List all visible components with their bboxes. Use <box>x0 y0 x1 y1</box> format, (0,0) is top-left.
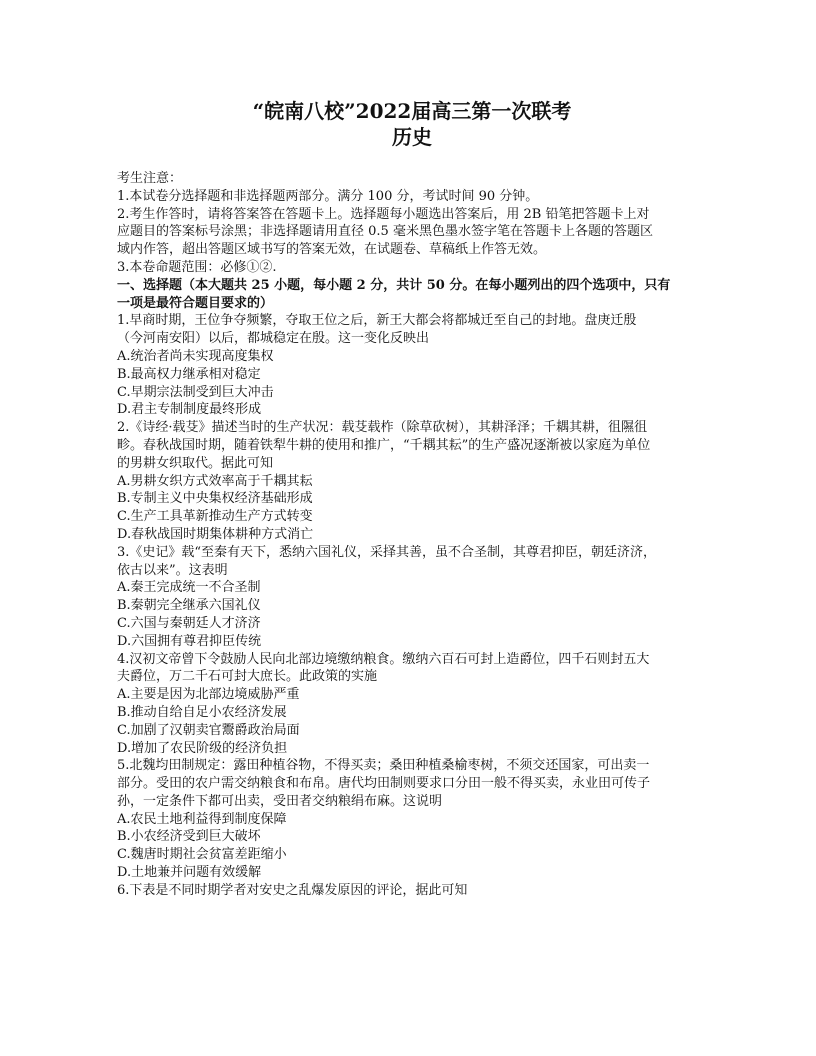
option-a: A.秦王完成统一不合圣制 <box>117 580 261 596</box>
option-c: C.生产工具革新推动生产方式转变 <box>117 509 313 525</box>
option-a: A.男耕女织方式效率高于千耦其耘 <box>117 473 313 489</box>
option-a: A.农民土地利益得到制度保障 <box>117 811 287 827</box>
question-3 <box>117 544 707 651</box>
section-heading <box>117 277 707 313</box>
option-b: B.秦朝完全继承六国礼仪 <box>117 598 261 614</box>
question-stem: 2.《诗经·载芟》描述当时的生产状况：载芟载柞（除草砍树），其耕泽泽；千耦其耕，徂隰徂 <box>117 420 648 436</box>
option-b: B.最高权力继承相对稳定 <box>117 366 261 382</box>
notice-line: 应题目的答案标号涂黑；非选择题请用直径 0.5 毫米黑色墨水签字笔在答题卡上各题的答题区 <box>117 224 653 240</box>
question-stem: 部分。受田的农户需交纳粮食和布帛。唐代均田制则要求口分田一般不得买卖，永业田可传子 <box>117 776 651 792</box>
question-stem: 1.早商时期，王位争夺频繁，夺取王位之后，新王大都会将都城迁至自己的封地。盘庚迁殷 <box>117 313 637 329</box>
exam-page <box>117 98 707 900</box>
notice-heading: 考生注意： <box>117 171 183 186</box>
question-stem: 6.下表是不同时期学者对安史之乱爆发原因的评论，据此可知 <box>117 882 468 898</box>
question-2 <box>117 419 707 544</box>
option-b: B.小农经济受到巨大破坏 <box>117 829 261 845</box>
question-stem: 4.汉初文帝曾下令鼓励人民向北部边境缴纳粮食。缴纳六百石可封上造爵位，四千石则封五大 <box>117 651 650 667</box>
question-stem: 5.北魏均田制规定：露田种植谷物，不得买卖；桑田种植桑榆枣树，不须交还国家，可出卖一 <box>117 758 650 774</box>
section-heading-line: 一、选择题（本大题共 25 小题，每小题 2 分，共计 50 分。在每小题列出的四个选项中，只有 <box>117 277 671 293</box>
question-stem: （今河南安阳）以后，都城稳定在殷。这一变化反映出 <box>117 331 430 347</box>
notice-line: 3.本卷命题范围：必修①②. <box>117 259 277 275</box>
option-b: B.专制主义中央集权经济基础形成 <box>117 491 313 507</box>
option-c: C.早期宗法制受到巨大冲击 <box>117 384 274 400</box>
option-b: B.推动自给自足小农经济发展 <box>117 704 287 720</box>
option-d: D.春秋战国时期集体耕种方式消亡 <box>117 526 314 542</box>
notice-line: 2.考生作答时，请将答案答在答题卡上。选择题每小题选出答案后，用 2B 铅笔把答题卡上对 <box>117 206 650 222</box>
option-d: D.土地兼并问题有效缓解 <box>117 865 262 881</box>
question-stem: 夫爵位，万二千石可封大庶长。此政策的实施 <box>117 669 378 685</box>
question-stem: 畛。春秋战国时期，随着铁犁牛耕的使用和推广，“千耦其耘”的生产盛况逐渐被以家庭为单位 <box>117 437 651 453</box>
option-c: C.魏唐时期社会贫富差距缩小 <box>117 847 287 863</box>
section-heading-line: 一项是最符合题目要求的） <box>117 295 274 311</box>
question-stem: 的男耕女织取代。据此可知 <box>117 455 274 471</box>
exam-subject: 历史 <box>392 125 432 149</box>
notice-line: 域内作答，超出答题区域书写的答案无效，在试题卷、草稿纸上作答无效。 <box>117 242 547 258</box>
question-1 <box>117 312 707 419</box>
option-a: A.统治者尚未实现高度集权 <box>117 348 274 364</box>
question-stem: 3.《史记》载“至秦有天下，悉纳六国礼仪，采择其善，虽不合圣制，其尊君抑臣，朝廷济济， <box>117 544 657 560</box>
exam-title: “皖南八校”2022届高三第一次联考 <box>252 99 572 123</box>
question-5 <box>117 757 707 882</box>
question-4 <box>117 651 707 758</box>
question-6 <box>117 882 707 900</box>
option-d: D.增加了农民阶级的经济负担 <box>117 740 288 756</box>
notice-block <box>117 170 707 277</box>
option-d: D.君主专制制度最终形成 <box>117 402 262 418</box>
question-stem: 孙，一定条件下都可出卖，受田者交纳粮绢布麻。这说明 <box>117 793 443 809</box>
option-c: C.六国与秦朝廷人才济济 <box>117 615 261 631</box>
option-d: D.六国拥有尊君抑臣传统 <box>117 633 262 649</box>
notice-line: 1.本试卷分选择题和非选择题两部分。满分 100 分，考试时间 90 分钟。 <box>117 188 539 204</box>
question-stem: 依古以来”。这表明 <box>117 562 228 578</box>
option-a: A.主要是因为北部边境威胁严重 <box>117 687 300 703</box>
option-c: C.加剧了汉朝卖官鬻爵政治局面 <box>117 722 300 738</box>
